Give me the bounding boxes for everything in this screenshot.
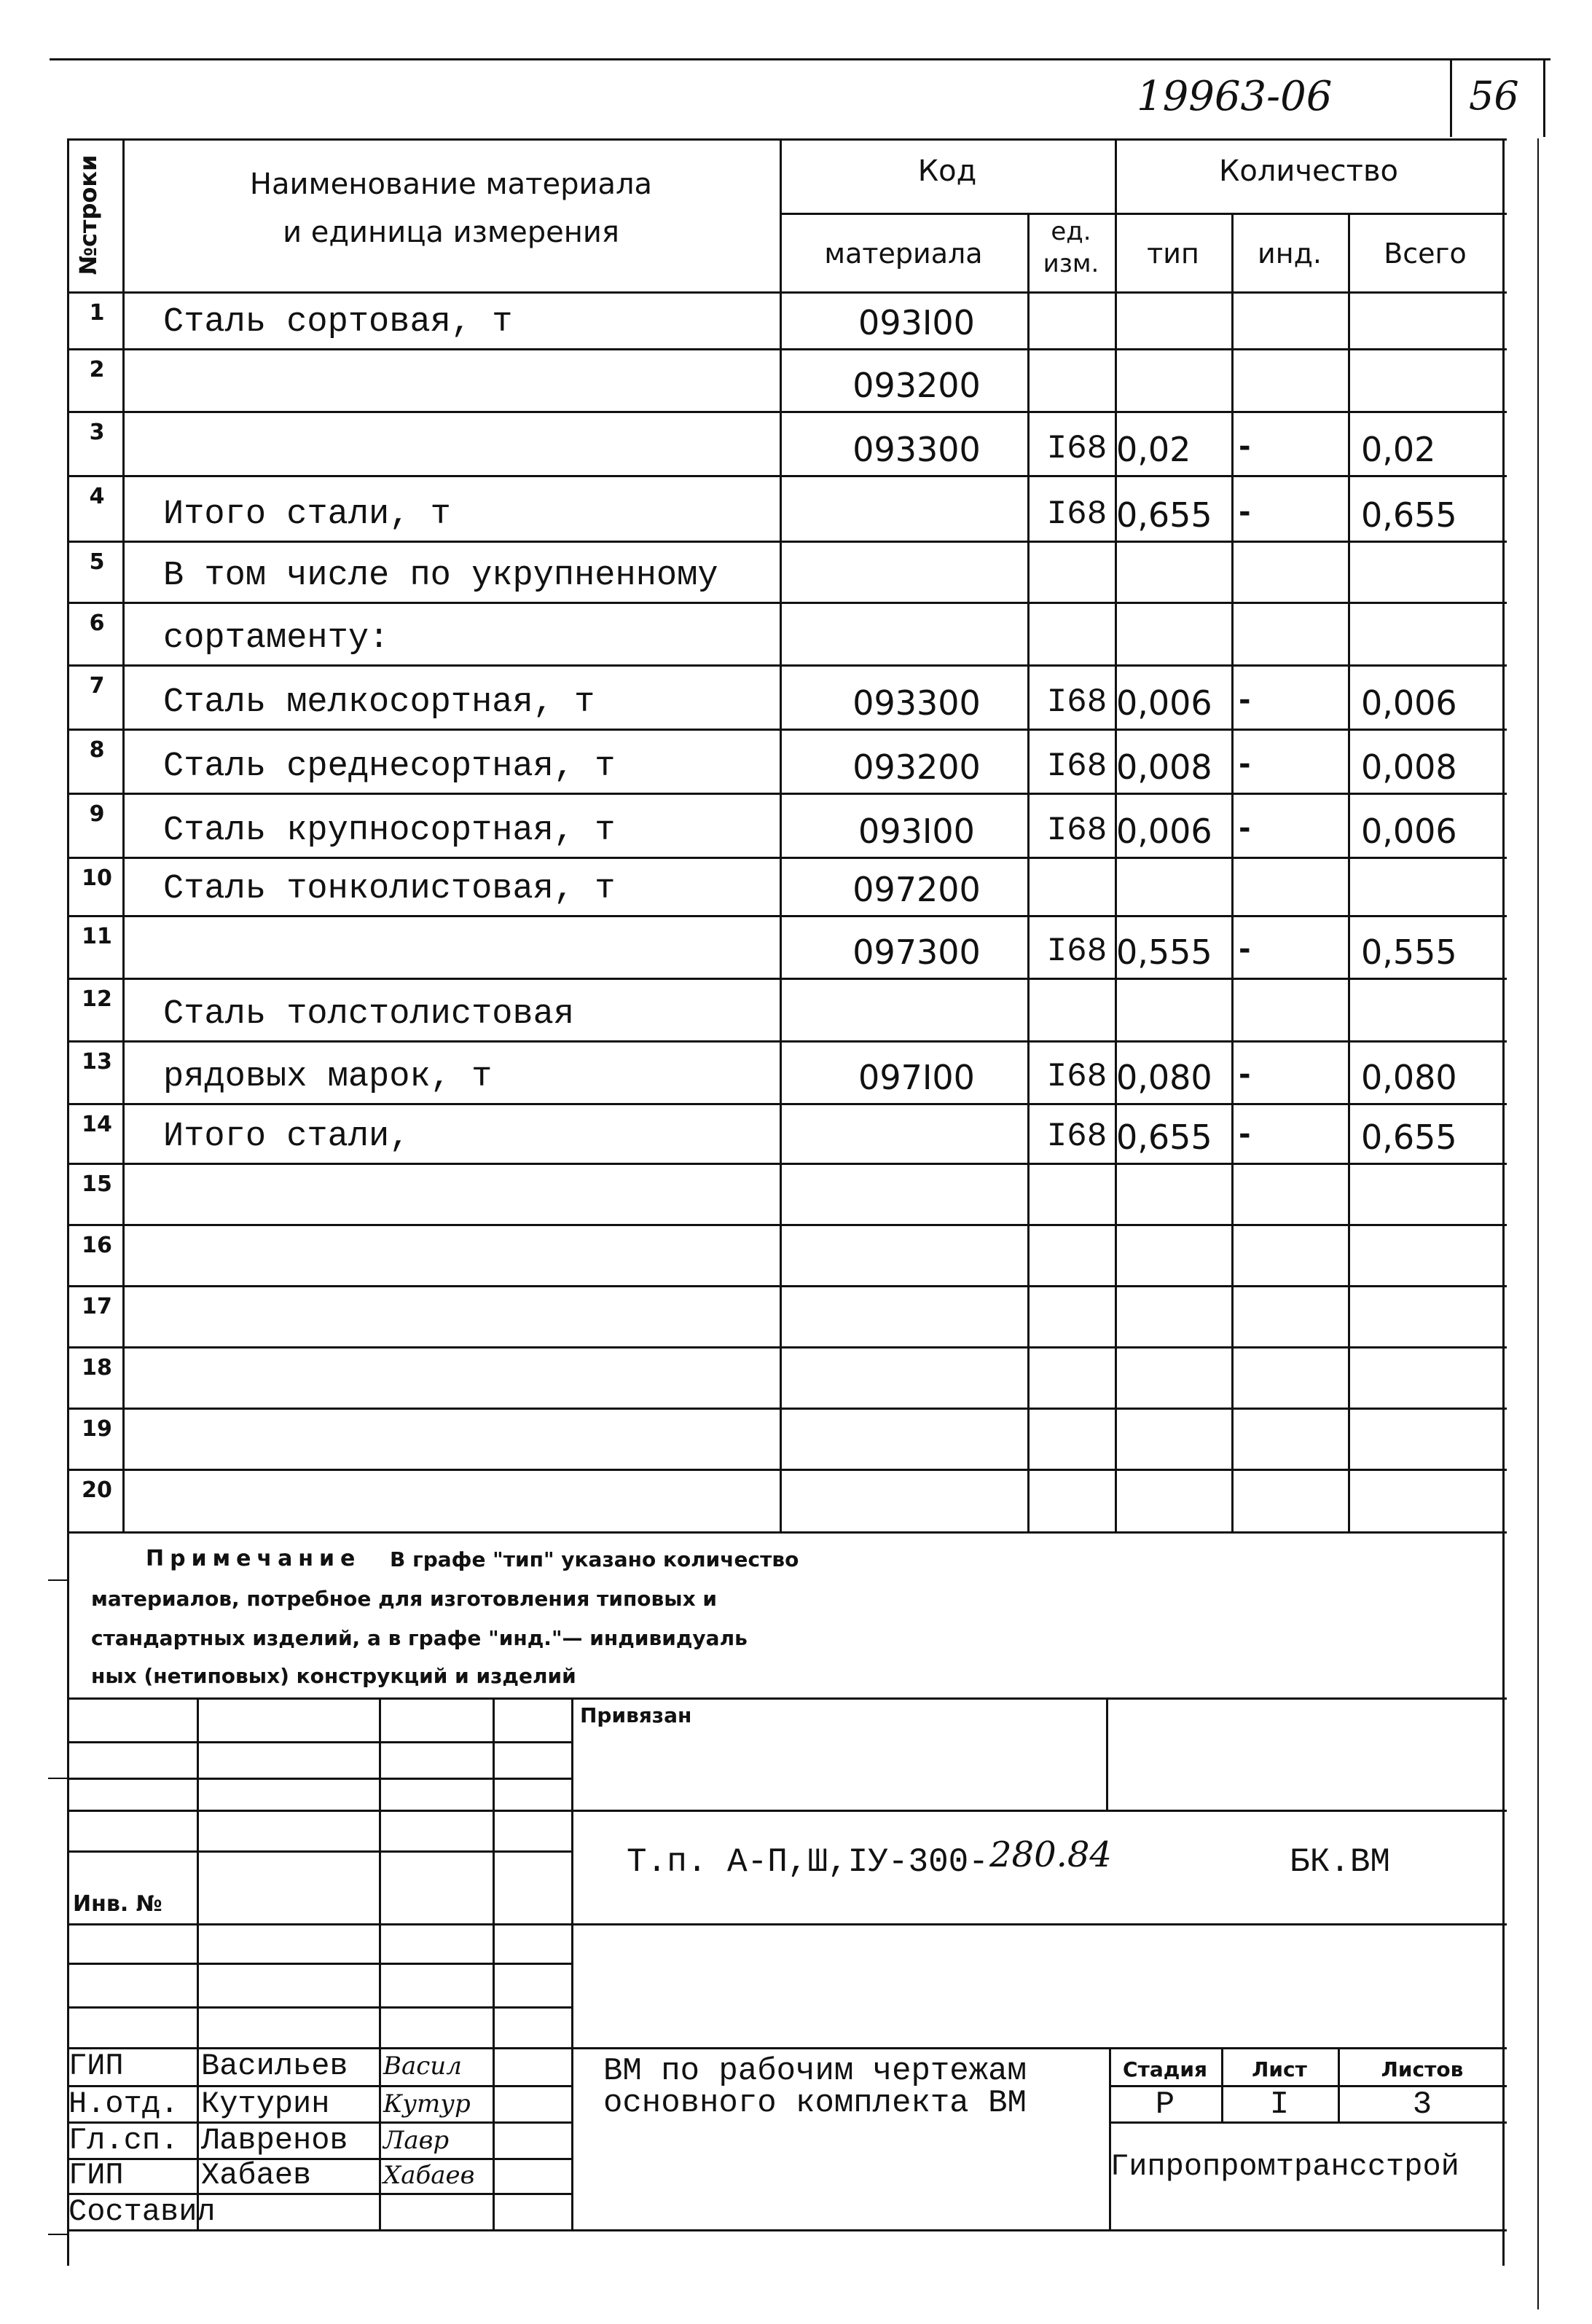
material-code: 093200 <box>852 747 981 787</box>
row-divider <box>67 915 1507 917</box>
sheets-value: 3 <box>1412 2087 1432 2123</box>
sheet-description-line2: основного комплекта ВМ <box>603 2085 1027 2121</box>
header-code: Код <box>917 154 977 188</box>
unit-code: I68 <box>1046 747 1107 785</box>
header-name-line1: Наименование материала <box>249 168 653 201</box>
material-name: Сталь среднесортная, т <box>163 747 616 786</box>
staff-signature: Васил <box>383 2052 462 2081</box>
material-code: 093300 <box>852 430 981 469</box>
sheet-number: 56 <box>1469 73 1519 119</box>
unit-code: I68 <box>1046 430 1107 468</box>
tb-left-line-11 <box>67 2158 573 2160</box>
tb-left-line-2 <box>67 1778 573 1780</box>
header-total: Всего <box>1384 237 1467 270</box>
staff-signature: Лавр <box>383 2126 450 2155</box>
header-quantity: Количество <box>1218 154 1398 188</box>
tb-privyazan-split <box>1106 1697 1108 1810</box>
material-name: Сталь тонколистовая, т <box>163 870 616 908</box>
margin-mark-3 <box>48 2234 67 2235</box>
note-line1: В графе "тип" указано количество <box>390 1547 799 1571</box>
material-name: Итого стали, т <box>163 495 451 534</box>
quantity-ind: - <box>1239 683 1251 717</box>
quantity-ind: - <box>1239 1058 1251 1091</box>
row-number: 13 <box>82 1049 112 1075</box>
material-code: 093I00 <box>858 812 975 851</box>
row-number: 6 <box>89 611 105 636</box>
staff-signature: Хабаев <box>383 2161 475 2190</box>
quantity-typ: 0,655 <box>1116 495 1212 535</box>
outer-right-line <box>1537 138 1539 2309</box>
table-top-line <box>67 138 1507 141</box>
material-code: 097300 <box>852 933 981 972</box>
quantity-typ: 0,555 <box>1116 933 1212 972</box>
staff-role: Гл.сп. <box>68 2123 179 2158</box>
row-number: 4 <box>89 484 105 509</box>
row-number: 16 <box>82 1233 112 1258</box>
sheets-label: Листов <box>1381 2057 1464 2081</box>
row-number: 14 <box>82 1112 112 1137</box>
row-number: 1 <box>89 300 105 326</box>
header-name-line2: и единица измерения <box>283 216 619 249</box>
row-divider <box>67 348 1507 350</box>
material-name: Сталь сортовая, т <box>163 303 513 342</box>
material-name: рядовых марок, т <box>163 1058 493 1096</box>
unit-code: I68 <box>1046 683 1107 721</box>
unit-code: I68 <box>1046 933 1107 970</box>
row-divider <box>67 978 1507 980</box>
staff-role: Н.отд. <box>68 2087 179 2121</box>
row-number: 11 <box>82 924 112 949</box>
row-divider <box>67 1346 1507 1349</box>
tb-col-2 <box>379 1697 381 2229</box>
material-name: сортаменту: <box>163 619 390 658</box>
quantity-typ: 0,008 <box>1116 747 1212 787</box>
staff-role: ГИП <box>68 2049 124 2084</box>
quantity-typ: 0,006 <box>1116 683 1212 723</box>
quantity-typ: 0,080 <box>1116 1058 1212 1097</box>
quantity-typ: 0,655 <box>1116 1118 1212 1157</box>
row-divider <box>67 475 1507 477</box>
quantity-total: 0,655 <box>1361 1118 1457 1157</box>
project-mark: БК.ВМ <box>1290 1843 1391 1881</box>
right-border-line <box>1543 58 1545 137</box>
material-name: Сталь крупносортная, т <box>163 812 616 850</box>
quantity-total: 0,008 <box>1361 747 1457 787</box>
quantity-ind: - <box>1239 747 1251 781</box>
staff-role: ГИП <box>68 2158 124 2193</box>
tb-col-1 <box>197 1697 199 2229</box>
header-typ: тип <box>1147 237 1199 270</box>
tb-line-3 <box>67 1810 1507 1812</box>
row-divider <box>67 411 1507 413</box>
tb-left-line-6 <box>67 1963 573 1965</box>
quantity-ind: - <box>1239 495 1251 529</box>
quantity-ind: - <box>1239 933 1251 966</box>
document-number: 19963-06 <box>1137 73 1333 120</box>
row-number: 20 <box>82 1477 112 1503</box>
quantity-total: 0,080 <box>1361 1058 1457 1097</box>
tb-top-line <box>67 1697 1507 1700</box>
row-divider <box>67 793 1507 795</box>
row-number: 15 <box>82 1171 112 1197</box>
quantity-typ: 0,02 <box>1116 430 1191 469</box>
material-code: 097200 <box>852 870 981 909</box>
margin-mark-2 <box>48 1778 67 1779</box>
sheet-number-divider <box>1450 58 1452 137</box>
material-name: Итого стали, <box>163 1118 410 1156</box>
material-code: 093200 <box>852 366 981 405</box>
row-divider <box>67 602 1507 604</box>
header-unit-line2: изм. <box>1043 249 1099 278</box>
row-number: 18 <box>82 1355 112 1381</box>
material-code: 097I00 <box>858 1058 975 1097</box>
organization-name: Гипропромтрансстрой <box>1110 2149 1459 2184</box>
inventory-number-label: Инв. № <box>73 1891 162 1917</box>
note-line2: материалов, потребное для изготовления типовых и <box>91 1587 717 1611</box>
table-right-border <box>1502 138 1505 2266</box>
row-divider <box>67 1408 1507 1410</box>
unit-code: I68 <box>1046 812 1107 849</box>
row-number: 17 <box>82 1294 112 1319</box>
quantity-total: 0,655 <box>1361 495 1457 535</box>
margin-mark-1 <box>48 1579 67 1581</box>
staff-name: Кутурин <box>201 2087 330 2121</box>
row-divider <box>67 1040 1507 1043</box>
quantity-total: 0,006 <box>1361 683 1457 723</box>
header-ind: инд. <box>1258 237 1322 270</box>
staff-name: Хабаев <box>201 2158 312 2193</box>
note-line4: ных (нетиповых) конструкций и изделий <box>91 1664 576 1688</box>
tb-col-3 <box>493 1697 495 2229</box>
privyazan-label: Привязан <box>580 1703 692 1727</box>
header-code-material: материала <box>824 237 983 270</box>
material-code: 093300 <box>852 683 981 723</box>
material-name: В том числе по укрупненному <box>163 557 718 595</box>
quantity-total: 0,006 <box>1361 812 1457 851</box>
tb-left-line-1 <box>67 1741 573 1743</box>
row-divider <box>67 1103 1507 1105</box>
note-line3: стандартных изделий, а в графе "инд."— индивидуаль <box>91 1626 748 1650</box>
material-code: 093I00 <box>858 303 975 342</box>
stage-value: Р <box>1155 2087 1175 2123</box>
unit-code: I68 <box>1046 1058 1107 1096</box>
tb-bottom-line <box>67 2229 1507 2231</box>
project-code: Т.п. А-П,Ш,IУ-300- <box>627 1843 989 1881</box>
row-number: 7 <box>89 673 105 699</box>
row-divider <box>67 1469 1507 1471</box>
header-bottom-line <box>67 291 1507 294</box>
sheet-value: I <box>1269 2087 1290 2123</box>
table-left-border <box>67 138 69 2266</box>
header-row-number: №строки <box>74 154 102 275</box>
quantity-total: 0,02 <box>1361 430 1436 469</box>
quantity-ind: - <box>1239 1118 1251 1151</box>
row-divider <box>67 729 1507 731</box>
staff-role: Составил <box>68 2194 216 2229</box>
row-number: 2 <box>89 357 105 382</box>
top-border-line <box>50 58 1550 60</box>
tb-col-4 <box>571 1697 573 2229</box>
row-number: 19 <box>82 1416 112 1442</box>
staff-name: Васильев <box>201 2049 348 2084</box>
row-number: 12 <box>82 986 112 1012</box>
header-mid-line <box>780 213 1507 215</box>
unit-code: I68 <box>1046 1118 1107 1155</box>
row-divider <box>67 664 1507 667</box>
row-divider <box>67 857 1507 859</box>
row-divider <box>67 541 1507 543</box>
note-heading: Примечание <box>146 1546 361 1571</box>
row-divider <box>67 1224 1507 1226</box>
sheet-label: Лист <box>1252 2057 1307 2081</box>
unit-code: I68 <box>1046 495 1107 533</box>
row-number: 3 <box>89 420 105 445</box>
tb-line-5 <box>67 1923 1507 1925</box>
project-code-handwritten: 280.84 <box>989 1834 1112 1875</box>
material-name: Сталь толстолистовая <box>163 995 575 1034</box>
row-number: 9 <box>89 801 105 827</box>
quantity-total: 0,555 <box>1361 933 1457 972</box>
row-divider <box>67 1163 1507 1165</box>
material-name: Сталь мелкосортная, т <box>163 683 595 722</box>
row-number: 10 <box>82 865 112 891</box>
row-divider <box>67 1285 1507 1287</box>
staff-name: Лавренов <box>201 2123 348 2158</box>
stage-label: Стадия <box>1123 2057 1207 2081</box>
quantity-ind: - <box>1239 812 1251 845</box>
quantity-ind: - <box>1239 430 1251 463</box>
header-unit-line1: ед. <box>1051 217 1091 246</box>
quantity-typ: 0,006 <box>1116 812 1212 851</box>
row-number: 5 <box>89 549 105 575</box>
tb-left-line-4 <box>67 1850 573 1853</box>
sheet-description-line1: ВМ по рабочим чертежам <box>603 2053 1027 2089</box>
row-number: 8 <box>89 737 105 763</box>
staff-signature: Кутур <box>383 2089 471 2119</box>
table-bottom-line <box>67 1531 1507 1534</box>
tb-left-line-7 <box>67 2006 573 2009</box>
